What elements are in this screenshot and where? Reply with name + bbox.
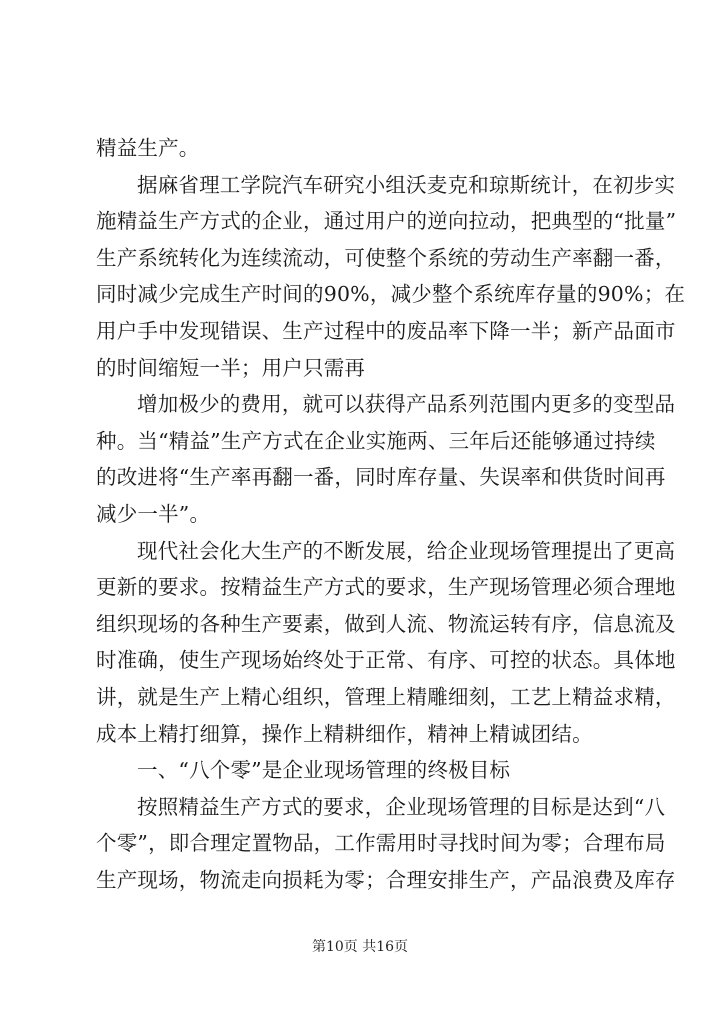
text-line: 的改进将“生产率再翻一番，同时库存量、失误率和供货时间再 <box>96 465 666 490</box>
paragraph-first-line: 按照精益生产方式的要求，企业现场管理的目标是达到“八 <box>137 794 666 819</box>
text-line: 种。当“精益”生产方式在企业实施两、三年后还能够通过持续 <box>96 428 656 453</box>
section-heading: 一、“八个零”是企业现场管理的终极目标 <box>137 758 511 783</box>
text-line: 成本上精打细算，操作上精耕细作，精神上精诚团结。 <box>96 721 593 746</box>
text-line: 施精益生产方式的企业，通过用户的逆向拉动，把典型的“批量” <box>96 209 677 234</box>
text-line: 的时间缩短一半；用户只需再 <box>96 355 366 380</box>
paragraph-first-line: 现代社会化大生产的不断发展，给企业现场管理提出了更高 <box>137 538 676 563</box>
paragraph-first-line: 增加极少的费用，就可以获得产品系列范围内更多的变型品 <box>137 392 676 417</box>
text-line: 用户手中发现错误、生产过程中的废品率下降一半；新产品面市 <box>96 318 676 343</box>
text-line: 精益生产。 <box>96 136 200 160</box>
text-line: 生产系统转化为连续流动，可使整个系统的劳动生产率翻一番， <box>96 245 676 270</box>
text-line: 同时减少完成生产时间的90%，减少整个系统库存量的90%；在 <box>96 282 686 307</box>
text-line: 个零”，即合理定置物品，工作需用时寻找时间为零；合理布局 <box>96 831 666 856</box>
text-line: 生产现场，物流走向损耗为零；合理安排生产，产品浪费及库存 <box>96 867 676 892</box>
document-body <box>96 130 686 898</box>
text-line: 时准确，使生产现场始终处于正常、有序、可控的状态。具体地 <box>96 648 676 673</box>
text-line: 减少一半”。 <box>96 501 211 526</box>
text-line: 组织现场的各种生产要素，做到人流、物流运转有序，信息流及 <box>96 611 676 636</box>
text-line: 讲，就是生产上精心组织，管理上精雕细刻，工艺上精益求精， <box>96 684 676 709</box>
text-line: 更新的要求。按精益生产方式的要求，生产现场管理必须合理地 <box>96 575 676 600</box>
page-number-footer: 第10页 共16页 <box>311 939 409 955</box>
paragraph-first-line: 据麻省理工学院汽车研究小组沃麦克和琼斯统计，在初步实 <box>137 172 676 197</box>
